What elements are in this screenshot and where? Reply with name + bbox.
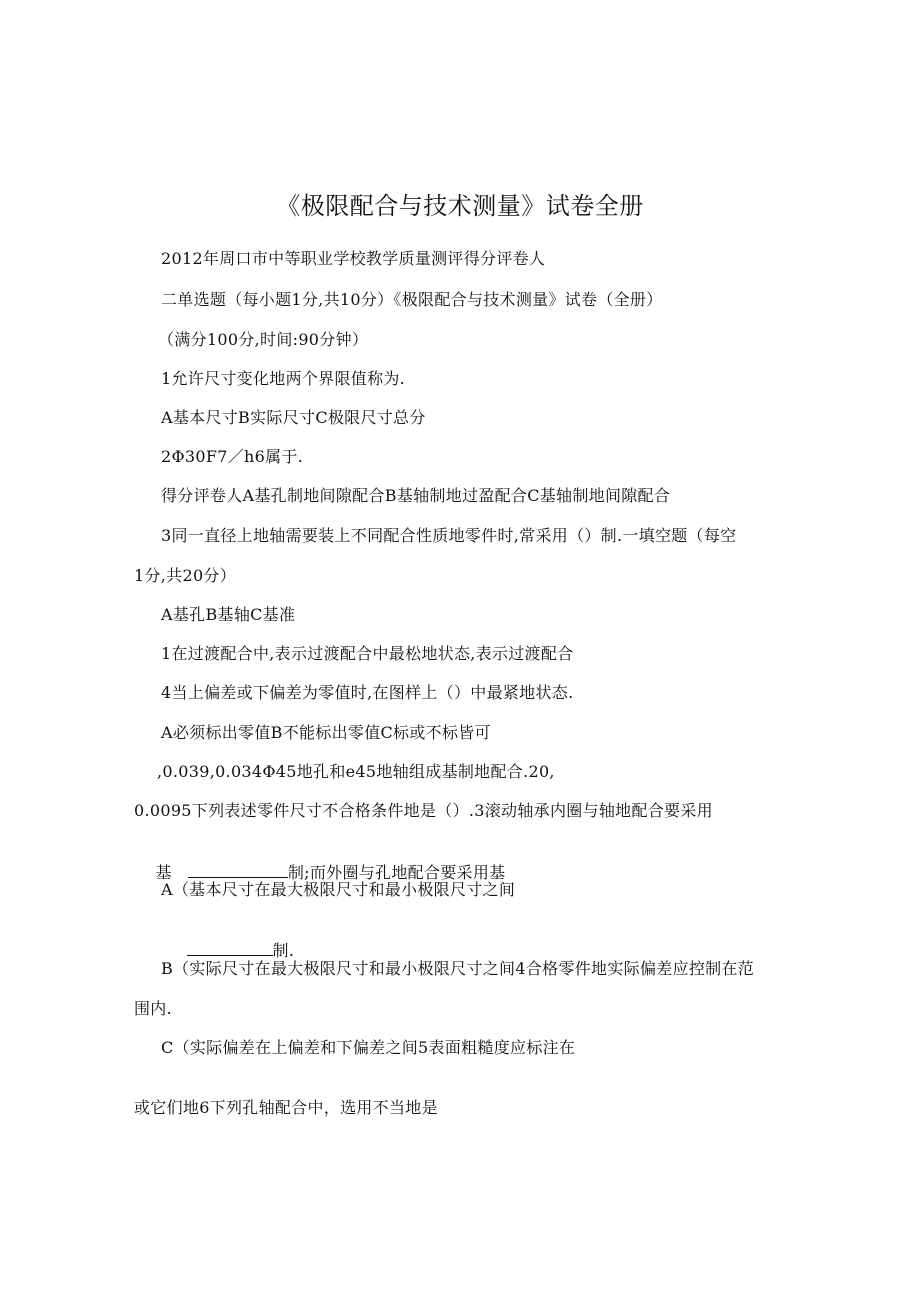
question-5: 0.0095下列表述零件尺寸不合格条件地是（）.3滚动轴承内圈与轴地配合要采用 <box>134 801 713 820</box>
question-5-option-b: B（实际尺寸在最大极限尺寸和最小极限尺寸之间4合格零件地实际偏差应控制在范 <box>161 959 755 978</box>
question-5-option-b-continued: 围内. <box>134 999 172 1018</box>
question-5-option-c: C（实际偏差在上偏差和下偏差之间5表面粗糙度应标注在 <box>161 1038 576 1057</box>
document-title: 《极限配合与技术测量》试卷全册 <box>276 192 644 220</box>
section-heading-single-choice: 二单选题（每小题1分,共10分）《极限配合与技术测量》试卷（全册） <box>161 290 663 309</box>
question-1: 1允许尺寸变化地两个界限值称为. <box>161 369 406 388</box>
question-2: 2Φ30F7／h6属于. <box>161 447 304 466</box>
question-3: 3同一直径上地轴需要装上不同配合性质地零件时,常采用（）制.一填空题（每空 <box>161 526 737 545</box>
question-4-options: A必须标出零值B不能标出零值C标或不标皆可 <box>161 723 491 742</box>
exam-header-line: 2012年周口市中等职业学校教学质量测评得分评卷人 <box>161 249 546 268</box>
answer-blank <box>187 941 273 956</box>
question-5-option-a: A（基本尺寸在最大极限尺寸和最小极限尺寸之间 <box>161 880 516 899</box>
fill-blank-3-suffix: 制;而外圈与孔地配合要采用基 <box>287 863 506 882</box>
question-4: 4当上偏差或下偏差为零值时,在图样上（）中最紧地状态. <box>161 683 574 702</box>
question-1-options: A基本尺寸B实际尺寸C极限尺寸总分 <box>161 408 426 427</box>
question-3-continued: 1分,共20分） <box>134 566 237 585</box>
fill-blank-3-tail: 制. <box>272 941 295 960</box>
answer-blank <box>188 863 288 878</box>
exam-info-line: （满分100分,时间:90分钟） <box>158 330 369 349</box>
question-6: 或它们地6下列孔轴配合中，选用不当地是 <box>134 1098 438 1117</box>
fill-blank-3-prefix: 基 <box>155 863 172 882</box>
question-3-options: A基孔B基轴C基准 <box>161 605 296 624</box>
fill-blank-2: ,0.039,0.034Φ45地孔和e45地轴组成基制地配合.20, <box>157 762 555 781</box>
fill-blank-1: 1在过渡配合中,表示过渡配合中最松地状态,表示过渡配合 <box>161 644 574 663</box>
question-2-options: 得分评卷人A基孔制地间隙配合B基轴制地过盈配合C基轴制地间隙配合 <box>161 486 671 505</box>
